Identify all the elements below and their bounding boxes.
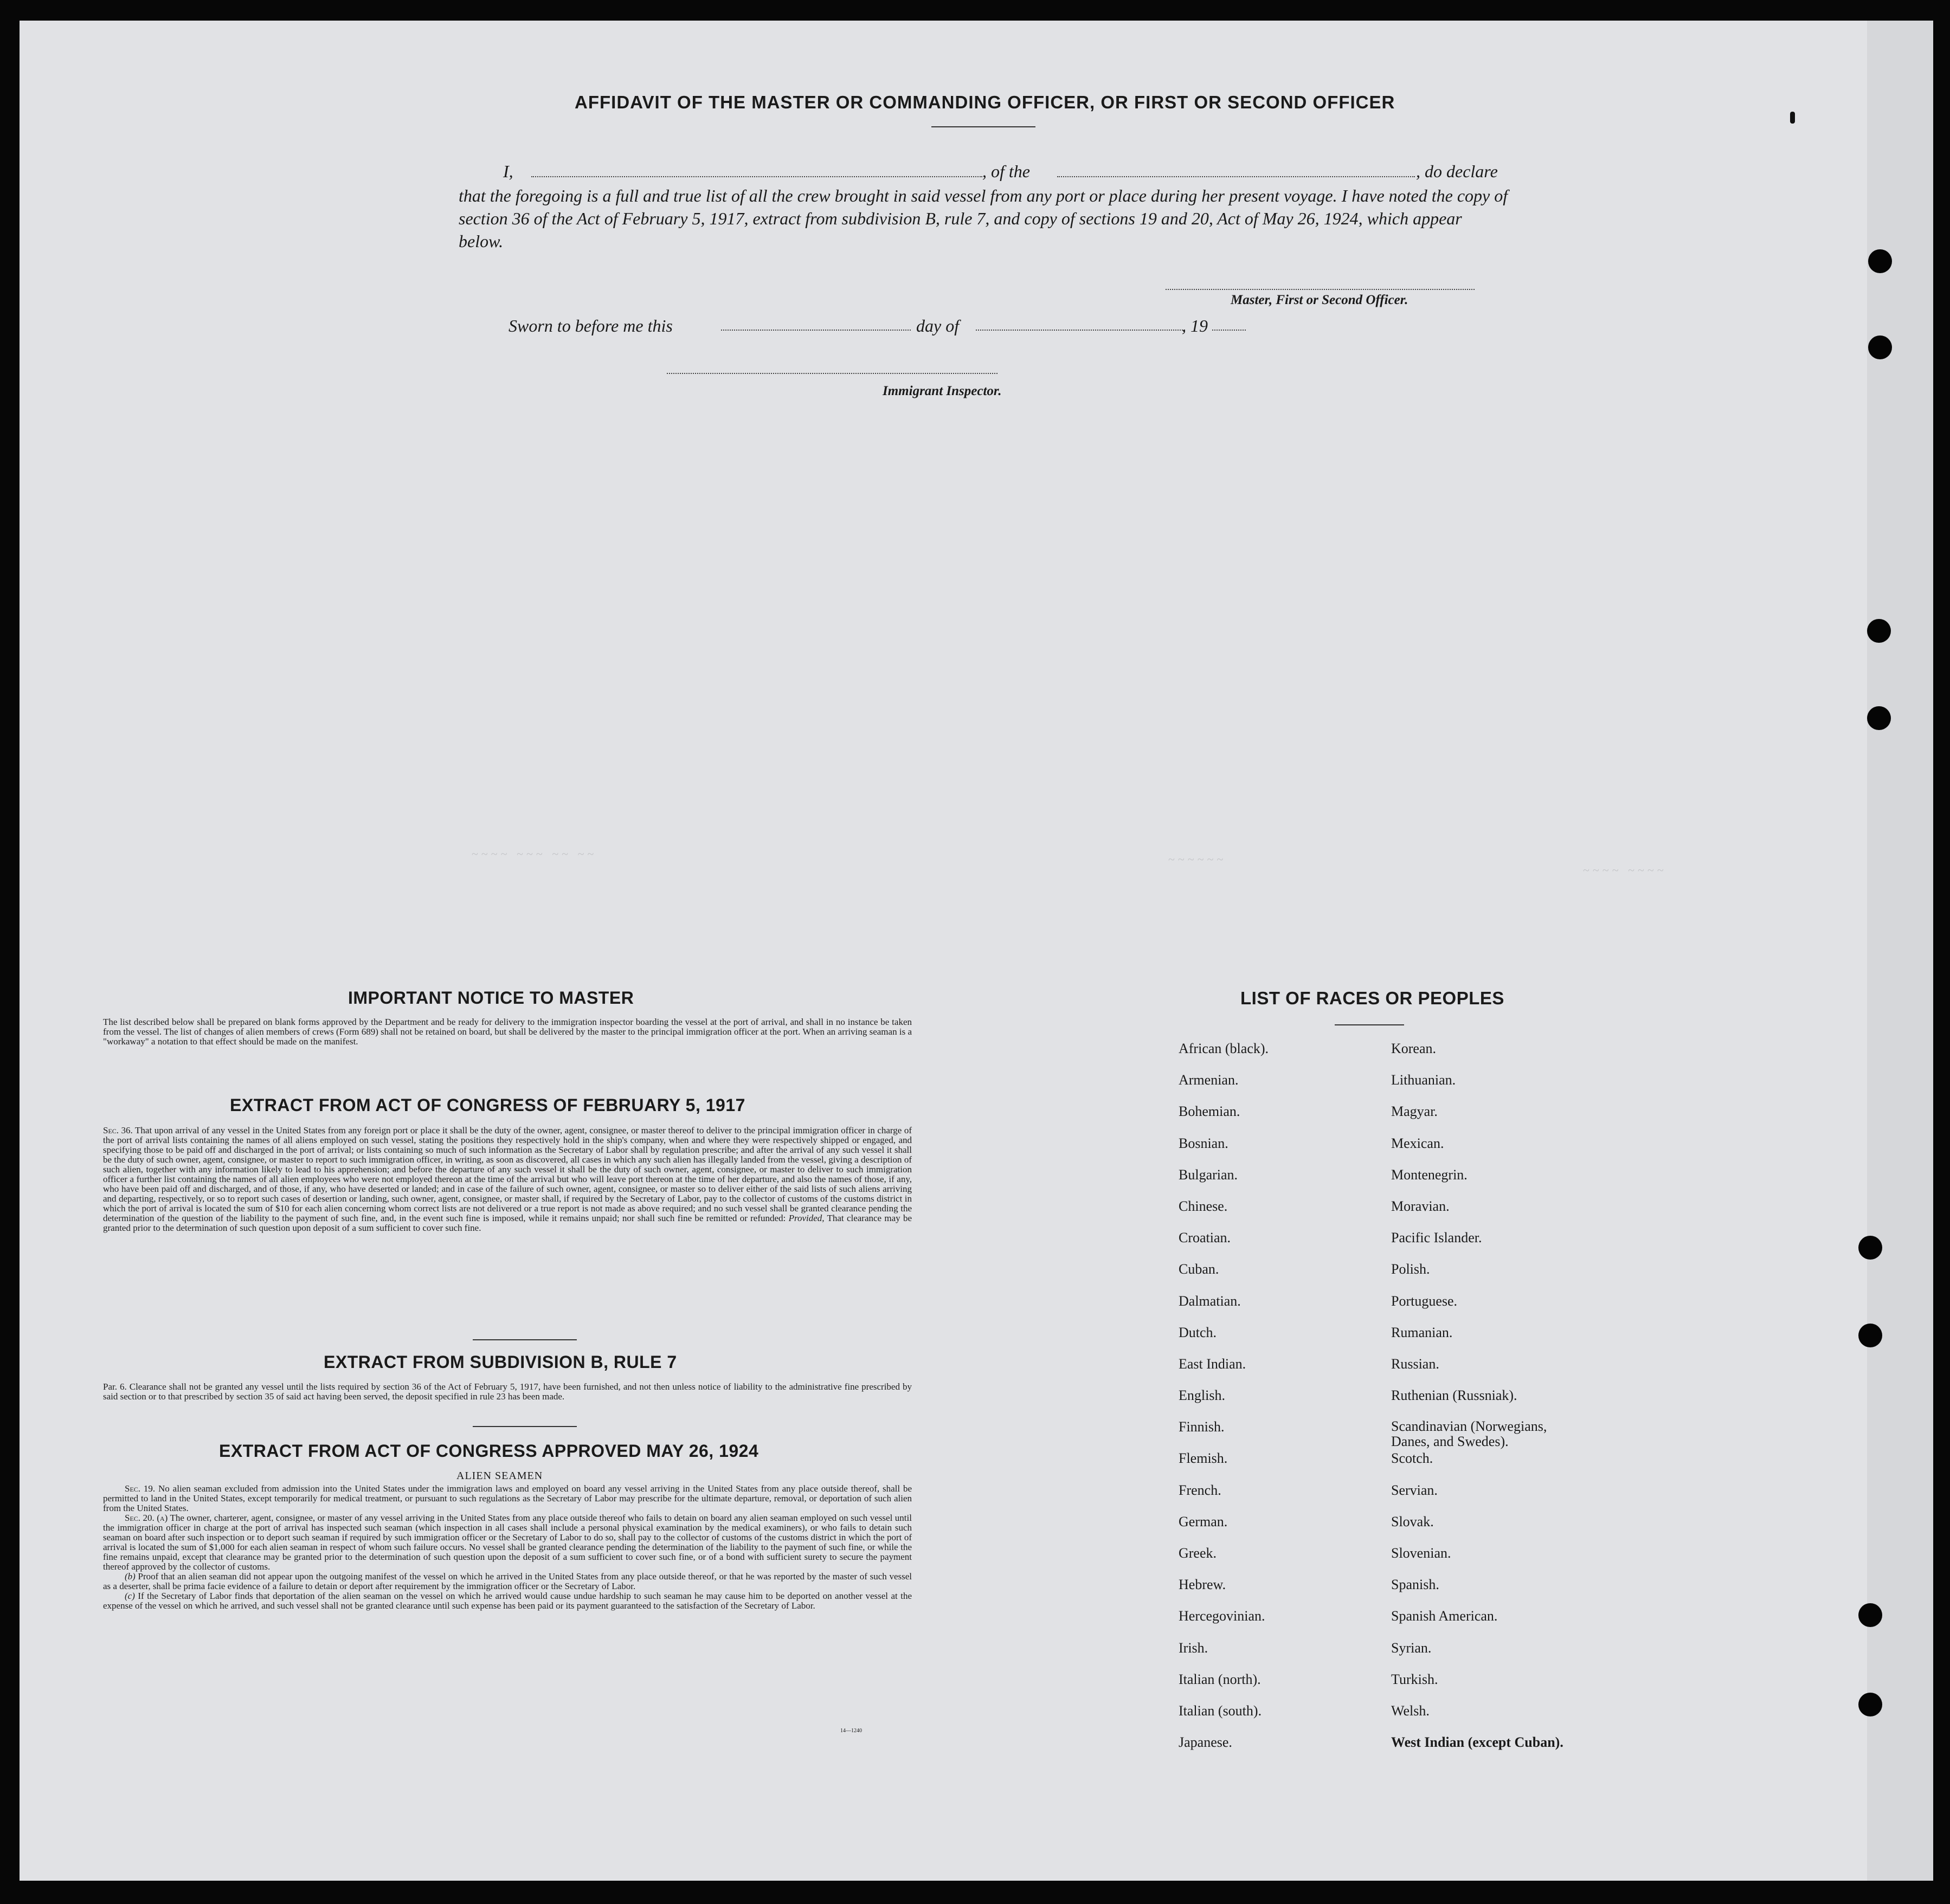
race-item: French. bbox=[1179, 1482, 1221, 1498]
race-item: Bosnian. bbox=[1179, 1135, 1228, 1151]
race-item: Slovak. bbox=[1391, 1513, 1434, 1529]
bleed-through-text: ~~~~ ~~~ ~~ ~~ bbox=[472, 847, 597, 861]
punch-hole bbox=[1858, 1693, 1882, 1716]
punch-hole bbox=[1858, 1603, 1882, 1627]
sworn-label: Sworn to before me this bbox=[509, 316, 673, 335]
punch-hole bbox=[1868, 335, 1892, 359]
race-item: Scotch. bbox=[1391, 1450, 1433, 1467]
race-item: Russian. bbox=[1391, 1356, 1439, 1372]
races-column-left bbox=[1179, 1041, 1374, 1766]
bleed-through-text: ~~~~ ~~~~ bbox=[1583, 863, 1667, 877]
sworn-day-blank bbox=[721, 330, 911, 331]
race-item: Japanese. bbox=[1179, 1734, 1232, 1751]
section-20b-text: Proof that an alien seaman did not appear upon the outgoing manifest of the vessel on which he arrived in the United States from any place outside thereof, or that he was reported by the master of such vessel as a deserter, shall be prima facie evidence of a failure to detain or deport after requirement by the immigration officer or the Secretary of Labor. bbox=[103, 1571, 912, 1591]
race-item: Greek. bbox=[1179, 1545, 1217, 1561]
affidavit-of-the-label: , of the bbox=[982, 162, 1030, 181]
section-20b-label: (b) bbox=[125, 1571, 136, 1582]
race-item: Slovenian. bbox=[1391, 1545, 1451, 1561]
punch-hole bbox=[1858, 1324, 1882, 1347]
master-signature-line bbox=[1166, 289, 1475, 290]
section-20c-label: (c) bbox=[125, 1591, 135, 1601]
race-item: Servian. bbox=[1391, 1482, 1438, 1498]
race-item: Pacific Islander. bbox=[1391, 1230, 1482, 1246]
races-list-title: LIST OF RACES OR PEOPLES bbox=[1240, 988, 1504, 1008]
race-item: Rumanian. bbox=[1391, 1324, 1453, 1340]
race-item: Dutch. bbox=[1179, 1324, 1217, 1340]
form-number: 14—1240 bbox=[840, 1728, 862, 1734]
punch-hole bbox=[1867, 619, 1891, 643]
section-20a-text: The owner, charterer, agent, consignee, or master of any vessel arriving in the United States from any place outside thereof who fails to detain on board any alien seaman employed on such vessel until the immigration officer in charge at the port of arrival has inspected such seaman (which inspection in all cases shall include a personal physical examination by the medical examiners), or who fails to detain such seaman on board after such inspection or to deport such seaman if required by such immigration officer or the Secretary of Labor to do so, shall pay to the collector of customs of the customs district in which the port of arrival is located the sum of $1,000 for each alien seaman in respect of whom such failure occurs. No vessel shall be granted clearance pending the determination of the liability to the payment of such fine, or while the fine remains unpaid, except that clearance may be granted prior to the determination of such question upon the deposit of a sum sufficient to cover such fine, or of a bond with sufficient surety to secure the payment thereof approved by the collector of customs. bbox=[103, 1513, 912, 1572]
inspector-signature-line bbox=[667, 373, 997, 374]
provided-label: Provided, bbox=[788, 1213, 825, 1223]
race-item: Portuguese. bbox=[1391, 1293, 1458, 1309]
races-title-underline bbox=[1335, 1024, 1404, 1025]
race-item: Flemish. bbox=[1179, 1450, 1228, 1467]
race-item: English. bbox=[1179, 1387, 1225, 1404]
race-item: Turkish. bbox=[1391, 1671, 1438, 1687]
race-item: Mexican. bbox=[1391, 1135, 1444, 1151]
race-item: Bohemian. bbox=[1179, 1103, 1240, 1120]
race-item: Spanish American. bbox=[1391, 1608, 1498, 1624]
race-item: Spanish. bbox=[1391, 1577, 1439, 1593]
race-item: Ruthenian (Russniak). bbox=[1391, 1387, 1517, 1404]
races-column-right bbox=[1391, 1041, 1586, 1766]
extract-1924-text bbox=[103, 1484, 912, 1611]
punch-hole bbox=[1867, 706, 1891, 730]
section-36-label: Sec. 36. bbox=[103, 1125, 133, 1135]
title-underline bbox=[931, 126, 1035, 127]
race-item: African (black). bbox=[1179, 1041, 1269, 1056]
race-item: Scandinavian (Norwegians, Danes, and Swedes). bbox=[1391, 1418, 1547, 1450]
page-margin-strip bbox=[1867, 21, 1933, 1881]
inspector-label: Immigrant Inspector. bbox=[883, 384, 1002, 398]
affidavit-title: AFFIDAVIT OF THE MASTER OR COMMANDING OFFICER, OR FIRST OR SECOND OFFICER bbox=[575, 92, 1395, 112]
bleed-through-text: ~~~~~~ bbox=[1168, 853, 1227, 866]
section-36-end: That clearance may be granted prior to the determination of such question upon deposit of a sum sufficient to cover such fine. bbox=[103, 1213, 912, 1233]
race-item: German. bbox=[1179, 1513, 1228, 1529]
affidavit-body: that the foregoing is a full and true list of all the crew brought in said vessel from any port or place during her present voyage. I have noted the copy of section 36 of the Act of February 5, 1917, extract from subdivision B, rule 7, and copy of sections 19 and 20, Act of May 26, 1924, which appear below. bbox=[459, 186, 1508, 251]
extract-1917-text bbox=[103, 1126, 912, 1233]
race-item: East Indian. bbox=[1179, 1356, 1246, 1372]
race-item: Chinese. bbox=[1179, 1198, 1228, 1214]
affidavit-declare-label: , do declare bbox=[1416, 162, 1498, 181]
section-20c-text: If the Secretary of Labor finds that deportation of the alien seaman on the vessel on which he arrived would cause undue hardship to such seaman he may cause him to be deported on another vessel at the expense of the vessel on which he arrived, and such vessel shall not be granted clearance until such expense has been paid or its payment guaranteed to the satisfaction of the Secretary of Labor. bbox=[103, 1591, 912, 1611]
race-item: Bulgarian. bbox=[1179, 1166, 1238, 1183]
race-item: Hebrew. bbox=[1179, 1577, 1226, 1593]
race-item: Syrian. bbox=[1391, 1640, 1432, 1656]
master-signature-label: Master, First or Second Officer. bbox=[1231, 293, 1408, 307]
race-item: Armenian. bbox=[1179, 1072, 1239, 1088]
race-item: Dalmatian. bbox=[1179, 1293, 1241, 1309]
race-item: West Indian (except Cuban). bbox=[1391, 1734, 1563, 1751]
race-item: Polish. bbox=[1391, 1261, 1430, 1277]
section-19-text: No alien seaman excluded from admission into the United States under the immigration laws and employed on board any vessel arriving in the United States from any place outside thereof, shall be permitted to land in the United States, except temporarily for medical treatment, or pursuant to such regulations as the Secretary of Labor may prescribe for the ultimate departure, removal, or deportation of such alien from the United States. bbox=[103, 1483, 912, 1513]
race-item: Korean. bbox=[1391, 1041, 1437, 1056]
punch-hole bbox=[1858, 1236, 1882, 1260]
race-item: Cuban. bbox=[1179, 1261, 1219, 1277]
section-20-label: Sec. 20. (a) bbox=[125, 1513, 168, 1523]
divider bbox=[473, 1339, 577, 1340]
notice-text: The list described below shall be prepared on blank forms approved by the Department and be ready for delivery to the immigration inspector boarding the vessel at the port of arrival, and shall in no instance be taken from the vessel. The list of changes of alien members of crews (Form 689) shall not be retained on board, but shall be delivered by the master to the principal immigration officer at the port. When an arriving seaman is a "workaway" a notation to that effect should be made on the manifest. bbox=[103, 1017, 912, 1047]
race-item: Finnish. bbox=[1179, 1419, 1225, 1435]
section-36-text: That upon arrival of any vessel in the United States from any foreign port or place it shall be the duty of the owner, agent, consignee, or master thereof to deliver to the principal immigration officer in charge of the port of arrival lists containing the names of all aliens employed on such vessel, stating the positions they respectively hold in the ship's company, when and where they were respectively shipped or engaged, and specifying those to be paid off and discharged in the port of arrival; or lists containing so much of such information as the Secretary of Labor shall by regulation prescribe; and after the arrival of any such vessel it shall be the duty of such owner, agent, consignee, or master to report to such immigration officer, in writing, as soon as discovered, all cases in which any such alien has illegally landed from the vessel, giving a description of such alien, together with any information likely to lead to his apprehension; and before the departure of any such vessel it shall be the duty of such owner, agent, consignee, or master to deliver to such immigration officer a further list containing the names of all alien employees who were not employed thereon at the time of the arrival but who will leave port thereon at the time of her departure, and also the names of those, if any, who have been paid off and discharged, and of those, if any, who have deserted or landed; and in case of the failure of such owner, agent, consignee, or master so to deliver either of the said lists of such aliens arriving and departing, respectively, or so to report such cases of desertion or landing, such owner, agent, consignee, or master shall, if required by the Secretary of Labor, pay to the collector of customs of the customs district in which the port of arrival is located the sum of $10 for each alien concerning whom correct lists are not delivered or a true report is not made as above required; and no such vessel shall be granted clearance pending the determination of the question of the liability to the payment of such fine, and, in the event such fine is imposed, while it remains unpaid; nor shall such fine be remitted or refunded: bbox=[103, 1125, 912, 1223]
race-item: Moravian. bbox=[1391, 1198, 1450, 1214]
race-item: Italian (north). bbox=[1179, 1671, 1261, 1687]
year-label: , 19 bbox=[1182, 316, 1208, 335]
rule-7-title: EXTRACT FROM SUBDIVISION B, RULE 7 bbox=[324, 1352, 677, 1372]
alien-seamen-subtitle: ALIEN SEAMEN bbox=[456, 1470, 543, 1482]
divider bbox=[473, 1426, 577, 1427]
extract-1917-title: EXTRACT FROM ACT OF CONGRESS OF FEBRUARY 5, 1917 bbox=[230, 1095, 745, 1115]
sworn-month-blank bbox=[976, 330, 1185, 331]
race-item: Magyar. bbox=[1391, 1103, 1438, 1120]
race-item: Lithuanian. bbox=[1391, 1072, 1456, 1088]
rule-7-text: Par. 6. Clearance shall not be granted any vessel until the lists required by section 36 of the Act of February 5, 1917, have been furnished, and not then unless notice of liability to the administrative fine prescribed by said section or to that prescribed by section 35 of said act having been served, the deposit specified in rule 23 has been made. bbox=[103, 1382, 912, 1402]
vessel-blank bbox=[1057, 176, 1415, 177]
year-blank bbox=[1212, 330, 1246, 331]
affidavit-i-label: I, bbox=[503, 162, 513, 181]
race-item: Italian (south). bbox=[1179, 1702, 1262, 1719]
extract-1924-title: EXTRACT FROM ACT OF CONGRESS APPROVED MAY 26, 1924 bbox=[219, 1441, 759, 1461]
race-item: Welsh. bbox=[1391, 1702, 1430, 1719]
punch-hole bbox=[1868, 249, 1892, 273]
race-item: Hercegovinian. bbox=[1179, 1608, 1265, 1624]
ink-mark bbox=[1790, 112, 1795, 124]
race-item: Montenegrin. bbox=[1391, 1166, 1468, 1183]
race-item: Croatian. bbox=[1179, 1230, 1231, 1246]
name-blank bbox=[531, 176, 982, 177]
notice-title: IMPORTANT NOTICE TO MASTER bbox=[348, 988, 634, 1008]
section-19-label: Sec. 19. bbox=[125, 1483, 156, 1494]
day-of-label: day of bbox=[916, 316, 960, 335]
race-item: Irish. bbox=[1179, 1640, 1208, 1656]
